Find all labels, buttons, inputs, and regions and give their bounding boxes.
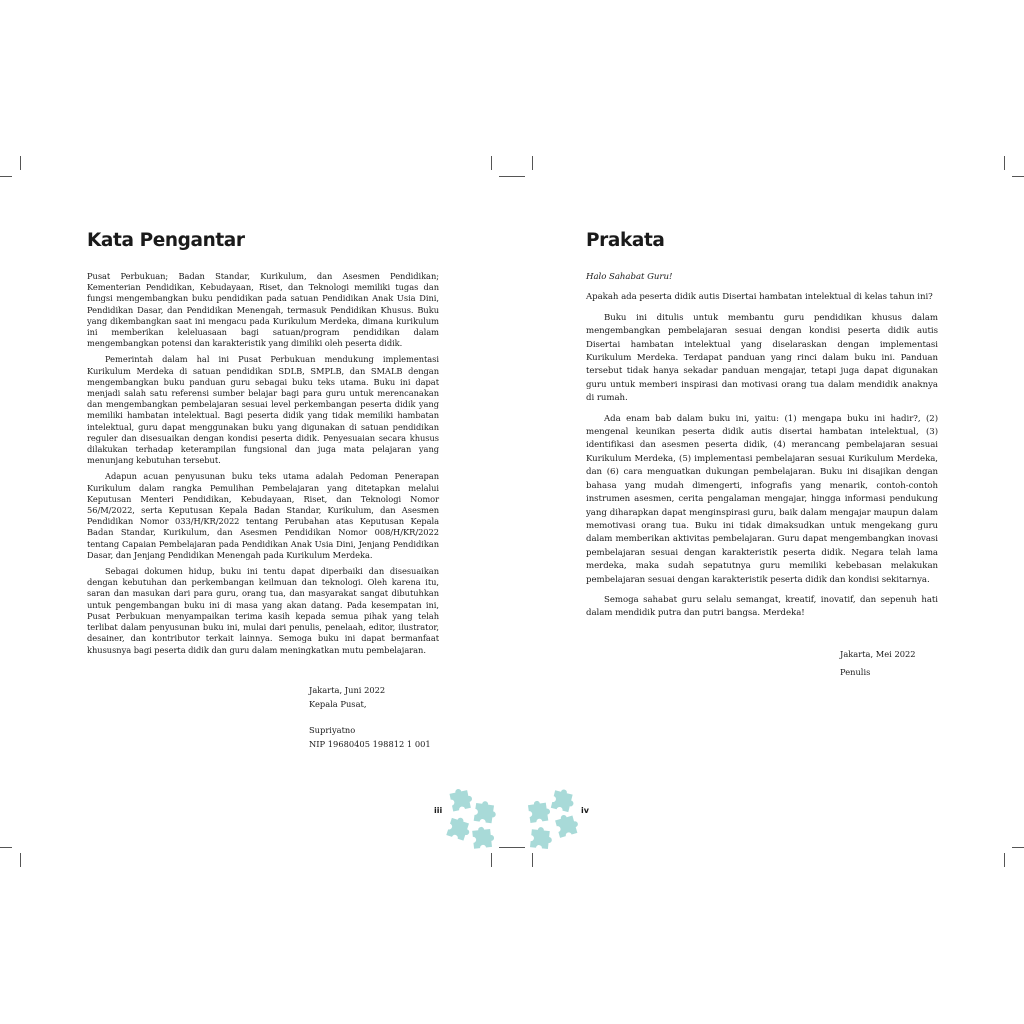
crop-mark bbox=[0, 847, 12, 848]
signature-name: Supriyatno bbox=[309, 725, 356, 735]
paragraph: Sebagai dokumen hidup, buku ini tentu dapat diperbaiki dan disesuaikan dengan kebutuhan dan perkembangan keilmuan dan teknologi. Oleh karena itu, saran dan masukan dari para guru, orang tua, dan masyarakat sangat dibutuhkan untuk pengembangan buku ini di masa yang akan datang. Pada kesempatan ini, Pusat Perbukuan menyampaikan terima kasih kepada semua pihak yang telah terlibat dalam penyusunan buku ini, mulai dari penulis, penelaah, editor, ilustrator, desainer, dan kontributor terkait lainnya. Semoga buku ini dapat bermanfaat khususnya bagi peserta didik dan guru dalam meningkatkan mutu pembelajaran. bbox=[87, 566, 439, 655]
crop-mark bbox=[499, 847, 525, 848]
crop-mark bbox=[532, 156, 533, 170]
question: Apakah ada peserta didik autis Disertai hambatan intelektual di kelas tahun ini? bbox=[586, 292, 933, 303]
paragraph: Semoga sahabat guru selalu semangat, kreatif, inovatif, dan sepenuh hati dalam mendidik putra dan putri bangsa. Merdeka! bbox=[586, 594, 938, 619]
greeting: Halo Sahabat Guru! bbox=[586, 272, 673, 282]
crop-mark bbox=[20, 853, 21, 867]
signature-nip: NIP 19680405 198812 1 001 bbox=[309, 738, 431, 749]
signature-author: Penulis bbox=[840, 667, 871, 677]
puzzle-pieces-icon bbox=[443, 786, 501, 854]
left-signature bbox=[309, 684, 431, 751]
crop-mark bbox=[1012, 847, 1024, 848]
crop-mark bbox=[491, 853, 492, 867]
signature-role: Kepala Pusat, bbox=[309, 698, 367, 709]
crop-mark bbox=[20, 156, 21, 170]
right-signature bbox=[840, 645, 916, 681]
paragraph: Pemerintah dalam hal ini Pusat Perbukuan mendukung implementasi Kurikulum Merdeka di satuan pendidikan SDLB, SMPLB, dan SMALB dengan mengembangkan buku panduan guru sebagai buku teks utama. Buku ini dapat menjadi salah satu referensi sumber belajar bagi para guru untuk merencanakan dan mengembangkan pembelajaran sesuai level perkembangan peserta didik yang memiliki hambatan intelektual. Bagi peserta didik yang tidak memiliki hambatan intelektual, guru dapat menggunakan buku yang digunakan di satuan pendidikan reguler dan disesuaikan dengan kondisi peserta didik. Penyesuaian secara khusus dilakukan terhadap keterampilan fungsional dan juga mata pelajaran yang menunjang kebutuhan tersebut. bbox=[87, 354, 439, 466]
left-page bbox=[87, 230, 439, 661]
paragraph: Buku ini ditulis untuk membantu guru pendidikan khusus dalam mengembangkan pembelajaran sesuai dengan kondisi peserta didik autis Disertai hambatan intelektual yang diselaraskan dengan implementasi Kurikulum Merdeka. Terdapat panduan yang rinci dalam buku ini. Panduan tersebut tidak hanya sekadar panduan mengajar, tetapi juga dapat digunakan guru untuk memberi inspirasi dan motivasi orang tua dalam mendidik anaknya di rumah. bbox=[586, 312, 938, 404]
page-number: iii bbox=[434, 806, 443, 815]
paragraph: Ada enam bab dalam buku ini, yaitu: (1) mengapa buku ini hadir?, (2) mengenal keunikan peserta didik autis disertai hambatan intelektual, (3) identifikasi dan asesmen peserta didik, (4) merancang pembelajaran sesuai Kurikulum Merdeka, (5) implementasi pembelajaran sesuai Kurikulum Merdeka, dan (6) cara menguatkan dukungan pembelajaran. Buku ini disajikan dengan bahasa yang mudah dimengerti, infografis yang menarik, contoh-contoh instrumen asesmen, cerita pengalaman mengajar, hingga informasi pendukung yang diharapkan dapat menginspirasi guru, baik dalam mengajar maupun dalam memotivasi orang tua. Buku ini tidak dimaksudkan untuk mengekang guru dalam memberikan aktivitas pembelajaran. Guru dapat mengembangkan inovasi pembelajaran sesuai dengan karakteristik peserta didik. Negara telah lama merdeka, maka sudah sepatutnya guru memiliki kebebasan melakukan pembelajaran sesuai dengan karakteristik peserta didik dan kondisi sekitarnya. bbox=[586, 413, 938, 585]
crop-mark bbox=[1004, 156, 1005, 170]
crop-mark bbox=[532, 853, 533, 867]
paragraph: Pusat Perbukuan; Badan Standar, Kurikulum, dan Asesmen Pendidikan; Kementerian Pendidikan, Kebudayaan, Riset, dan Teknologi memiliki tugas dan fungsi mengembangkan buku pendidikan pada satuan Pendidikan Anak Usia Dini, Pendidikan Dasar, dan Pendidikan Menengah, termasuk Pendidikan Khusus. Buku yang dikembangkan saat ini mengacu pada Kurikulum Merdeka, dimana kurikulum ini memberikan keleluasaan bagi satuan/program pendidikan dalam mengembangkan potensi dan karakteristik yang dimiliki oleh peserta didik. bbox=[87, 271, 439, 349]
crop-mark bbox=[0, 176, 12, 177]
paragraph: Adapun acuan penyusunan buku teks utama adalah Pedoman Penerapan Kurikulum dalam rangka Pemulihan Pembelajaran yang ditetapkan melalui Keputusan Menteri Pendidikan, Kebudayaan, Riset, dan Teknologi Nomor 56/M/2022, serta Keputusan Kepala Badan Standar, Kurikulum, dan Asesmen Pendidikan Nomor 033/H/KR/2022 tentang Perubahan atas Keputusan Kepala Badan Standar, Kurikulum, dan Asesmen Pendidikan Nomor 008/H/KR/2022 tentang Capaian Pembelajaran pada Pendidikan Anak Usia Dini, Jenjang Pendidikan Dasar, dan Jenjang Pendidikan Menengah pada Kurikulum Merdeka. bbox=[87, 471, 439, 560]
crop-mark bbox=[1012, 176, 1024, 177]
crop-mark bbox=[1004, 853, 1005, 867]
crop-mark bbox=[491, 156, 492, 170]
page-title: Prakata bbox=[586, 230, 665, 251]
crop-mark bbox=[499, 176, 525, 177]
page-number: iv bbox=[581, 806, 589, 815]
puzzle-pieces-icon bbox=[523, 786, 581, 854]
signature-place-date: Jakarta, Mei 2022 bbox=[840, 649, 916, 659]
right-page bbox=[586, 230, 938, 628]
page-title: Kata Pengantar bbox=[87, 230, 245, 251]
signature-place-date: Jakarta, Juni 2022 bbox=[309, 685, 386, 695]
